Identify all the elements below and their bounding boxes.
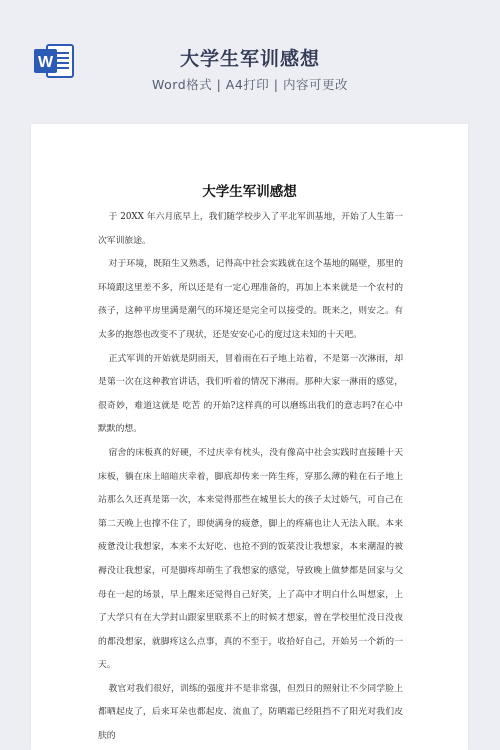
- word-icon-letter: W: [37, 54, 54, 71]
- page-subtitle: Word格式 | A4打印 | 内容可更改: [152, 77, 348, 92]
- paragraph: 教官对我们很好，训练的强度并不是非常强，但烈日的照射让不少同学脸上都晒起皮了，后来耳朵也都起皮、流血了，防晒霜已经阻挡不了阳光对我们皮肤的: [98, 683, 403, 742]
- paragraph: 于 20XX 年六月底早上，我们随学校步入了平北军训基地，开始了人生第一次军训旅途。: [98, 212, 403, 246]
- page-title: 大学生军训感想: [179, 48, 320, 70]
- page-header: [0, 0, 500, 120]
- document-page: [31, 124, 468, 750]
- paragraph: 正式军训的开始就是阴雨天，冒着雨在石子地上站着，不是第一次淋雨，却是第一次在这种教官讲话，我们听着的情况下淋雨。那种大家一淋雨的感觉，很奇妙，难道这就是 吃苦 的开始?这样真的可以磨练出我们的意志吗?在心中默默的想。: [98, 353, 403, 435]
- paragraph: 对于环境，既陌生又熟悉，记得高中社会实践就在这个基地的隔壁，那里的环境跟这里差不多，所以还是有一定心理准备的，再加上本来就是一个农村的孩子，这种平房里满是潮气的环境还是完全可以接受的。既来之，则安之。有太多的抱怨也改变不了现状，还是安安心心的度过这未知的十天吧。: [98, 259, 403, 340]
- document-title: 大学生军训感想: [202, 184, 297, 200]
- paragraph: 宿舍的床板真的好硬，不过庆幸有枕头，没有像高中社会实践时直接睡十天床板，躺在床上暗暗庆幸着，脚底却传来一阵生疼，穿那么薄的鞋在石子地上站那么久还真是第一次，本来觉得那些在城里长大的孩子太过娇气，可自己在第二天晚上也撑不住了，即使满身的疲惫，脚上的疼痛也让人无法入眠。本来疲惫没让我想家，本来不太好吃、也抢不到的饭菜没让我想家，本来潮湿的被褥没让我想家，可是脚疼却萌生了我想家的感觉，导致晚上做梦都是回家与父母在一起的场景，早上醒来还觉得自己好笑，上了高中才明白什么叫想家，上了大学只有在大学封山跟家里联系不上的时候才想家，曾在学校里忙没日没夜的都没想家，就脚疼这么点事，真的不至于，收拾好自己，开始另一个新的一天。: [98, 447, 403, 671]
- document-body: [98, 206, 403, 749]
